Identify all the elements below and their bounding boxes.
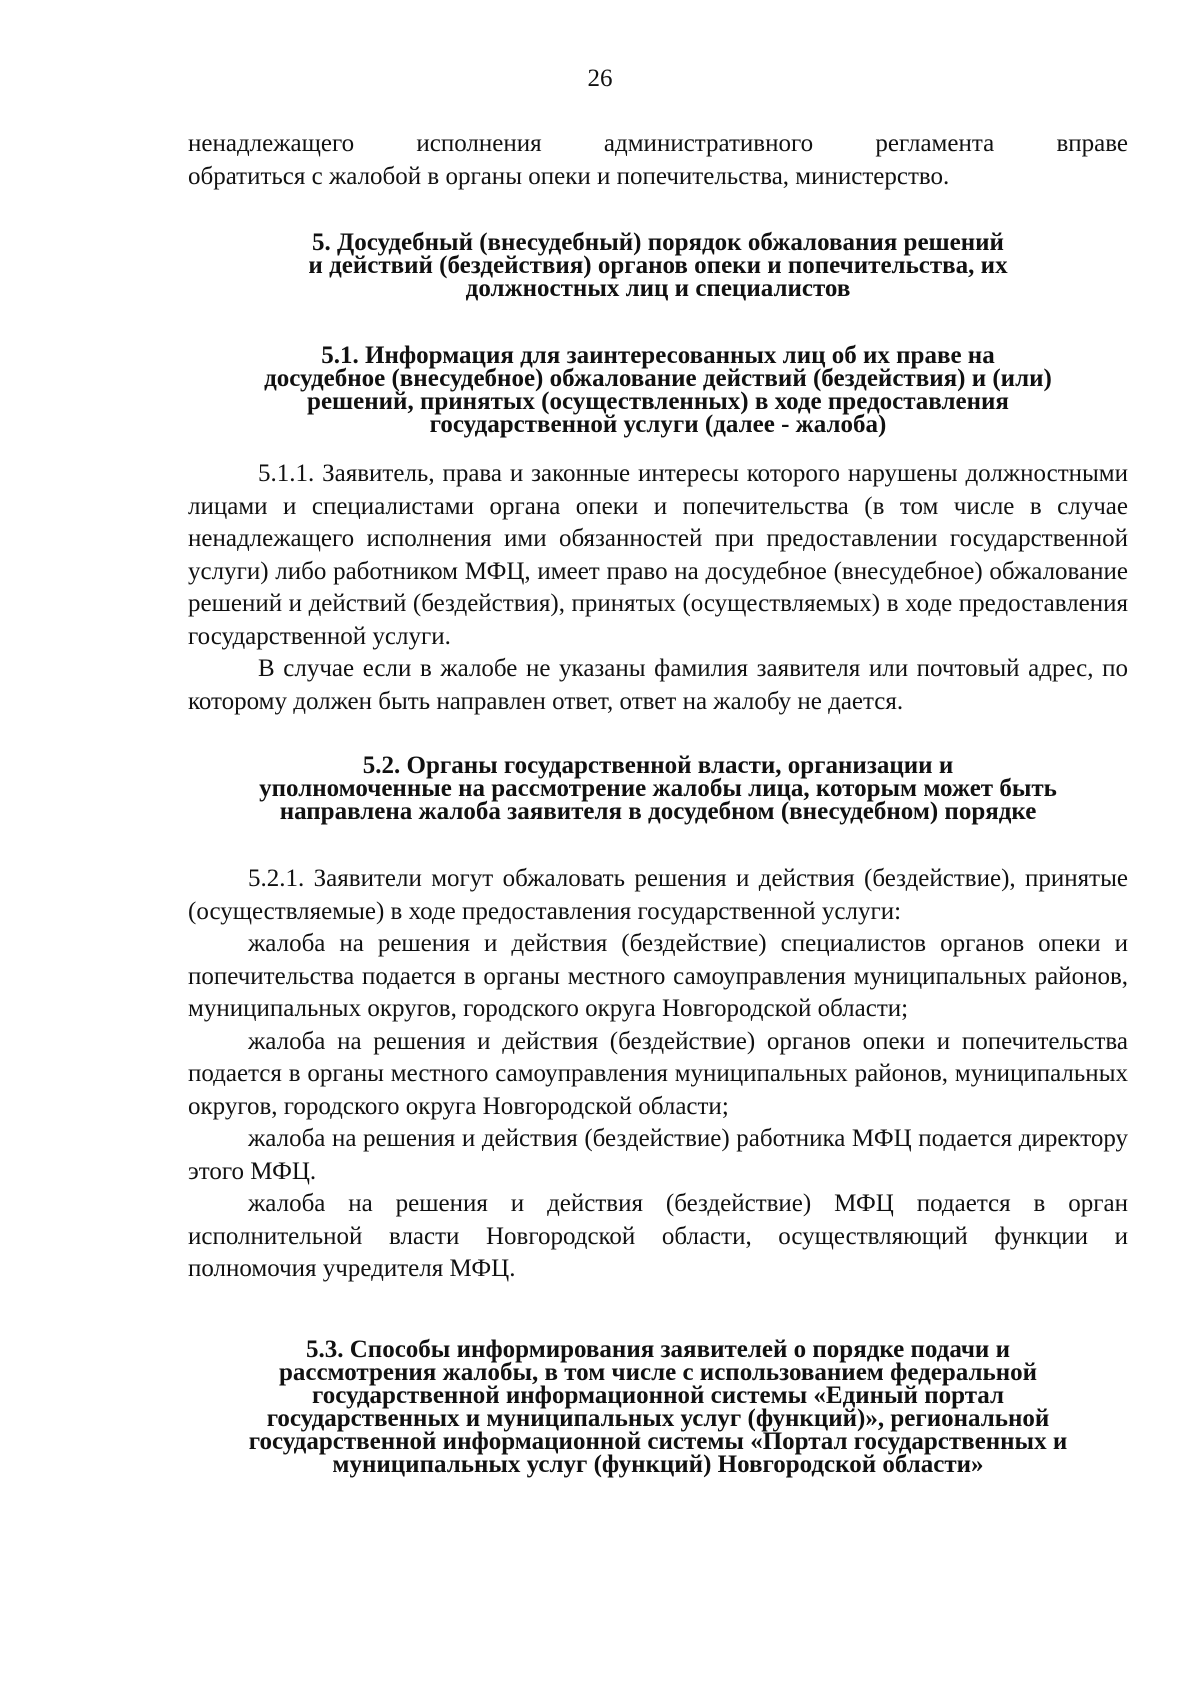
section-5-heading — [188, 231, 1128, 300]
section-5-title-line: и действий (бездействия) органов опеки и попечительства, их — [308, 252, 1008, 279]
intro-line-2: обратиться с жалобой в органы опеки и попечительства, министерство. — [188, 162, 950, 190]
section-5-3-title-line: государственной информационной системы «Портал государственных и — [248, 1427, 1068, 1455]
section-5-3-title-line: муниципальных услуг (функций) Новгородской области» — [332, 1450, 984, 1478]
paragraph-5-2-1-item-4: жалоба на решения и действия (бездействие) МФЦ подается в орган исполнительной власти Новгородской области, осуществляющий функции и полномочия учредителя МФЦ. — [188, 1190, 1128, 1282]
intro-paragraph-end — [188, 161, 1128, 194]
section-5-2-title-line: направлена жалоба заявителя в досудебном (внесудебном) порядке — [279, 798, 1037, 825]
intro-line-1: ненадлежащего исполнения административного регламента вправе — [188, 130, 1128, 157]
section-5-2-heading — [188, 754, 1128, 823]
section-5-1-title-line: досудебное (внесудебное) обжалование действий (бездействия) и (или) — [264, 365, 1052, 392]
section-5-3-title-line: государственных и муниципальных услуг (функций)», региональной — [266, 1404, 1050, 1432]
section-5-3-heading — [188, 1335, 1128, 1478]
section-5-3-title-line: государственной информационной системы «Единый портал — [311, 1381, 1005, 1409]
section-5-2-title-line: уполномоченные на рассмотрение жалобы лица, которым может быть — [259, 775, 1057, 802]
section-5-1-heading — [188, 344, 1128, 436]
paragraph-5-1-1: 5.1.1. Заявитель, права и законные интересы которого нарушены должностными лицами и специалистами органа опеки и попечительства (в том числе в случае ненадлежащего исполнения ими обязанностей при предоставлении государственной услуги) либо работником МФЦ, имеет право на досудебное (внесудебное) обжалование решений и действий (бездействия), принятых (осуществляемых) в ходе предоставления государственной услуги. — [188, 460, 1128, 650]
paragraph-5-2-1-item-1: жалоба на решения и действия (бездействие) специалистов органов опеки и попечительства подается в органы местного самоуправления муниципальных районов, муниципальных округов, городского округа Новгородской области; — [188, 930, 1128, 1022]
paragraph-5-2-1: 5.2.1. Заявители могут обжаловать решения и действия (бездействие), принятые (осуществляемые) в ходе предоставления государственной услуги: — [188, 865, 1128, 925]
intro-paragraph — [188, 128, 1128, 161]
document-body — [188, 128, 1128, 1476]
paragraph-5-2-1-item-2: жалоба на решения и действия (бездействие) органов опеки и попечительства подается в органы местного самоуправления муниципальных районов, муниципальных округов, городского округа Новгородской области; — [188, 1027, 1128, 1120]
section-5-3-title-line: рассмотрения жалобы, в том числе с использованием федеральной — [278, 1358, 1038, 1386]
page-number: 26 — [587, 65, 613, 92]
section-5-1-title-line: решений, принятых (осуществленных) в ходе предоставления — [307, 388, 1009, 415]
section-5-3-title-line: 5.3. Способы информирования заявителей о порядке подачи и — [306, 1335, 1010, 1363]
paragraph-5-1-1-note: В случае если в жалобе не указаны фамилия заявителя или почтовый адрес, по которому должен быть направлен ответ, ответ на жалобу не дается. — [188, 655, 1128, 715]
section-5-title-line: 5. Досудебный (внесудебный) порядок обжалования решений — [312, 229, 1004, 256]
section-5-title-line: должностных лиц и специалистов — [465, 275, 851, 302]
paragraph-5-2-1-item-3: жалоба на решения и действия (бездействие) работника МФЦ подается директору этого МФЦ. — [188, 1125, 1128, 1185]
section-5-1-title-line: 5.1. Информация для заинтересованных лиц об их праве на — [321, 342, 995, 369]
section-5-1-title-line: государственной услуги (далее - жалоба) — [429, 411, 887, 438]
section-5-2-title-line: 5.2. Органы государственной власти, организации и — [362, 752, 954, 779]
